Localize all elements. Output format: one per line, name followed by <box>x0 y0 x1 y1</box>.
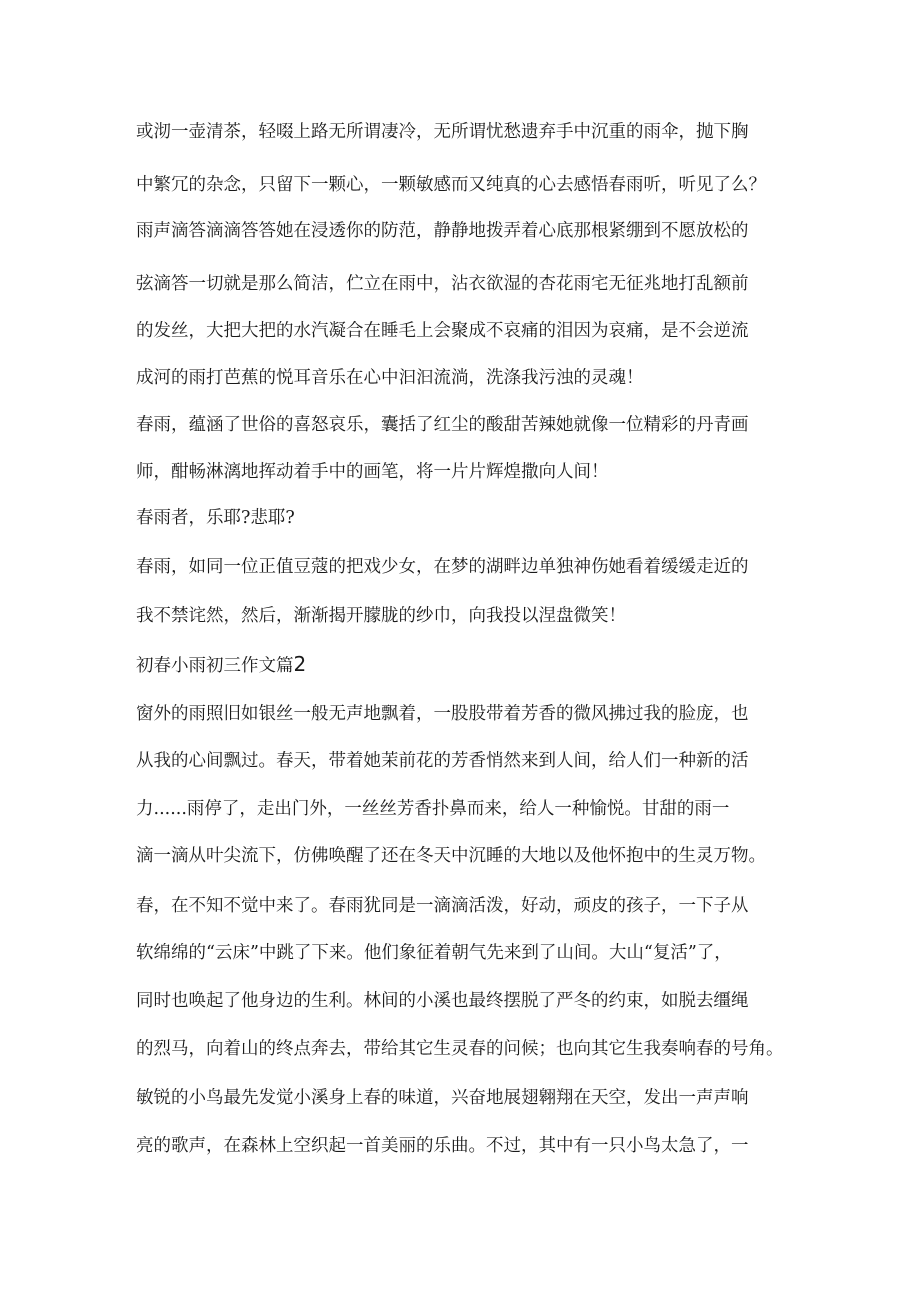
text-line: 我不禁诧然，然后，渐渐揭开朦胧的纱巾，向我投以涅盘微笑！ <box>136 606 626 626</box>
text-line: 敏锐的小鸟最先发觉小溪身上春的味道，兴奋地展翅翱翔在天空，发出一声声响 <box>136 1088 749 1108</box>
text-line: 春雨者，乐耶?悲耶? <box>136 508 295 528</box>
text-line: 或沏一壶清茶，轻啜上路无所谓凄冷，无所谓忧愁遗弃手中沉重的雨伞，抛下胸 <box>136 122 749 142</box>
text-line: 同时也唤起了他身边的生利。林间的小溪也最终摆脱了严冬的约束，如脱去缰绳 <box>136 991 749 1011</box>
text-line: 滴一滴从叶尖流下，仿佛唤醒了还在冬天中沉睡的大地以及他怀抱中的生灵万物。 <box>136 846 766 866</box>
text-line: 春雨，如同一位正值豆蔻的把戏少女，在梦的湖畔边单独神伤她看着缓缓走近的 <box>136 557 749 577</box>
section-heading-text: 初春小雨初三作文篇 <box>136 656 294 676</box>
text-line: 师，酣畅淋漓地挥动着手中的画笔，将一片片辉煌撒向人间！ <box>136 462 609 482</box>
text-line: 春雨，蕴涵了世俗的喜怒哀乐，囊括了红尘的酸甜苦辣她就像一位精彩的丹青画 <box>136 415 749 435</box>
text-line: 亮的歌声，在森林上空织起一首美丽的乐曲。不过，其中有一只小鸟太急了，一 <box>136 1136 749 1156</box>
text-line: 弦滴答一切就是那么简洁，伫立在雨中，沾衣欲湿的杏花雨宅无征兆地打乱额前 <box>136 274 749 294</box>
text-line: 从我的心间飘过。春天，带着她茉前花的芳香悄然来到人间，给人们一种新的活 <box>136 751 749 771</box>
text-line: 力......雨停了，走出门外，一丝丝芳香扑鼻而来，给人一种愉悦。甘甜的雨一 <box>136 799 730 819</box>
text-line: 窗外的雨照旧如银丝一般无声地飘着，一股股带着芳香的微风拂过我的脸庞，也 <box>136 704 749 724</box>
section-heading-number: 2 <box>293 652 307 676</box>
text-line: 成河的雨打芭蕉的悦耳音乐在心中汩汩流淌，洗涤我污浊的灵魂！ <box>136 368 644 388</box>
section-heading <box>136 648 800 680</box>
text-line: 的烈马，向着山的终点奔去，带给其它生灵春的问候；也向其它生我奏响春的号角。 <box>136 1039 784 1059</box>
text-line: 春，在不知不觉中来了。春雨犹同是一滴滴活泼，好动，顽皮的孩子，一下子从 <box>136 896 749 916</box>
text-line: 的发丝，大把大把的水汽凝合在睡毛上会聚成不哀痛的泪因为哀痛，是不会逆流 <box>136 321 749 341</box>
text-line: 软绵绵的“云床”中跳了下来。他们象征着朝气先来到了山间。大山“复活”了， <box>136 943 732 963</box>
text-line: 中繁冗的杂念，只留下一颗心，一颗敏感而又纯真的心去感悟春雨听，听见了么？ <box>136 175 766 195</box>
text-line: 雨声滴答滴滴答答她在浸透你的防范，静静地拨弄着心底那根紧绷到不愿放松的 <box>136 221 749 241</box>
